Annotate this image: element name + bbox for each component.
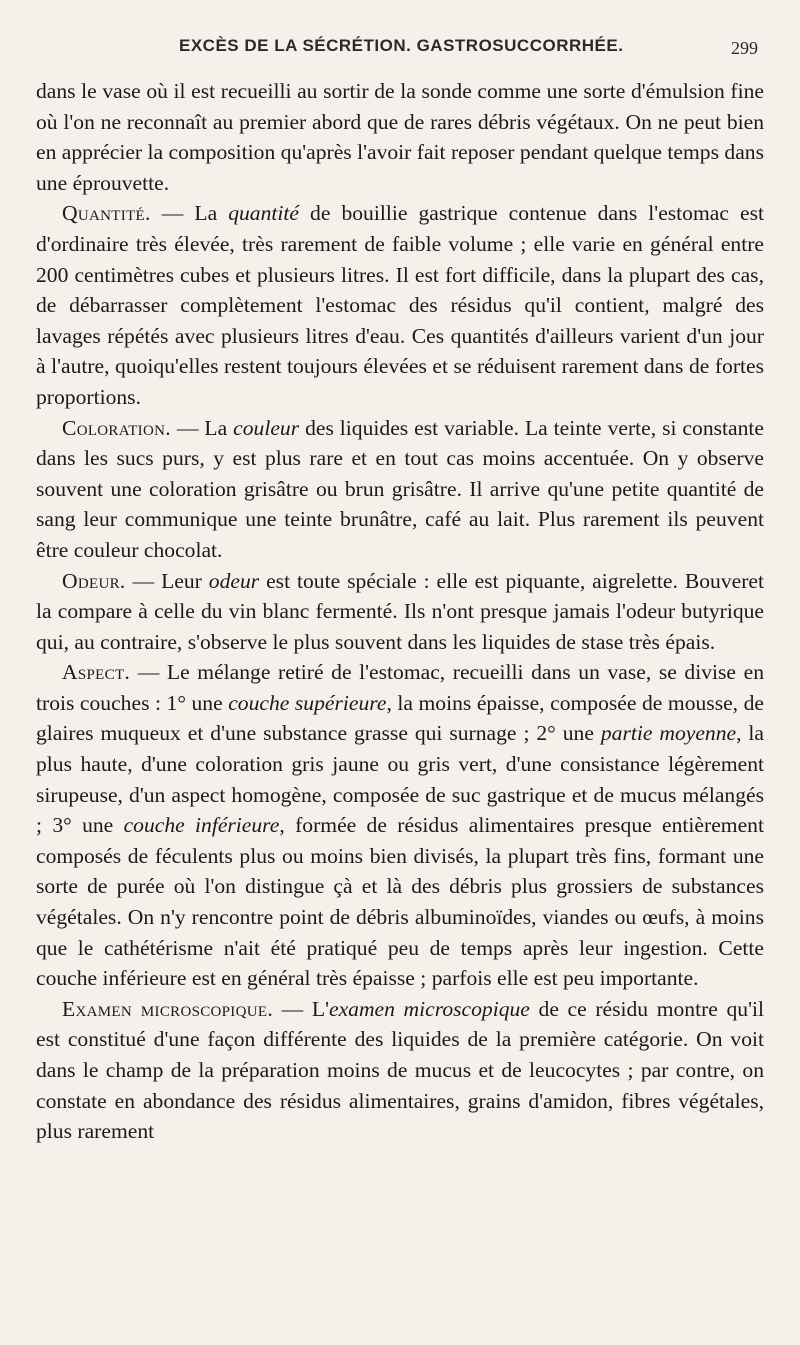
paragraph-text: dans le vase où il est recueilli au sortir de la sonde comme une sorte d'émulsion fine où l'on ne reconnaît au premier abord que de rares débris végétaux. On ne peut bien en apprécier la composition qu'après l'avoir fait reposer pendant quelque temps dans une éprouvette. [36, 79, 764, 195]
running-title: EXCÈS DE LA SÉCRÉTION. GASTROSUCCORRHÉE. [179, 36, 624, 55]
section-heading: Aspect. [62, 660, 131, 685]
section-heading: Quantité. [62, 201, 151, 226]
italic-term: couche inférieure [123, 813, 280, 838]
section-heading: Odeur. [62, 568, 126, 593]
paragraph-text: , la moins épaisse, composée de mousse, de glaires muqueux et d'une substance grasse qui surnage ; 2° une [36, 690, 764, 746]
page-number: 299 [731, 38, 758, 58]
italic-term: partie moyenne [600, 721, 737, 746]
paragraph-quantite [36, 198, 764, 412]
heading-dash: — La [170, 415, 234, 440]
heading-dash: — Leur [125, 568, 209, 593]
heading-dash: — L' [273, 996, 329, 1021]
paragraph-text: de ce résidu montre qu'il est constitué d'une façon différente des liquides de la première catégorie. On voit dans le champ de la préparation moins de mucus et de leucocytes ; par contre, on constate en abondance des résidus alimentaires, grains d'amidon, fibres végétales, plus rarement [36, 996, 764, 1144]
heading-dash: — La [150, 201, 229, 226]
page-header [36, 28, 764, 68]
italic-term: couleur [233, 415, 300, 440]
paragraph-text: des liquides est variable. La teinte verte, si constante dans les sucs purs, y est plus rare et en tout cas moins accentuée. On y observe souvent une coloration grisâtre ou brun grisâtre. Il arrive qu'une petite quantité de sang leur communique une teinte brunâtre, café au lait. Plus rarement ils peuvent être couleur chocolat. [36, 415, 764, 562]
italic-term: couche supérieure [228, 690, 387, 715]
paragraph-examen [36, 994, 764, 1147]
italic-term: odeur [208, 568, 260, 593]
paragraph-odeur [36, 566, 764, 658]
paragraph-text: — Le mélange retiré de l'estomac, recueilli dans un vase, se divise en trois couches : 1° une [36, 660, 764, 715]
body-text [36, 76, 764, 1147]
italic-term: examen microscopique [328, 996, 530, 1021]
paragraph-text: , formée de résidus alimentaires presque entièrement composés de féculents plus ou moins bien divisés, la plupart très fins, formant une sorte de purée où l'on distingue çà et là des débris plus grossiers de substances végétales. On n'y rencontre point de débris albuminoïdes, viandes ou œufs, à moins que le cathétérisme n'ait été pratiqué peu de temps après leur ingestion. Cette couche inférieure est en général très épaisse ; parfois elle est peu importante. [36, 813, 764, 991]
italic-term: quantité [228, 201, 299, 226]
paragraph-coloration [36, 413, 764, 566]
paragraph-text: de bouillie gastrique contenue dans l'estomac est d'ordinaire très élevée, très rarement de faible volume ; elle varie en général entre 200 centimètres cubes et plusieurs litres. Il est fort difficile, dans la plupart des cas, de débarrasser complètement l'estomac des résidus qu'il contient, malgré des lavages répétés avec plusieurs litres d'eau. Ces quantités d'ailleurs varient d'un jour à l'autre, quoiqu'elles restent toujours élevées et se réduisent rarement dans de fortes proportions. [36, 201, 764, 409]
paragraph-text: est toute spéciale : elle est piquante, aigrelette. Bouveret la compare à celle du vin blanc fermenté. Ils n'ont presque jamais l'odeur butyrique qui, au contraire, s'observe le plus souvent dans les liquides de stase très épais. [36, 568, 764, 654]
paragraph-text: , la plus haute, d'une coloration gris jaune ou gris vert, d'une consistance légèrement sirupeuse, d'un aspect homogène, composée de suc gastrique et de mucus mélangés ; 3° une [36, 721, 765, 838]
paragraph-continuation [36, 76, 764, 198]
section-heading: Examen microscopique. [62, 996, 274, 1021]
paragraph-aspect [36, 657, 764, 994]
section-heading: Coloration. [62, 415, 171, 440]
